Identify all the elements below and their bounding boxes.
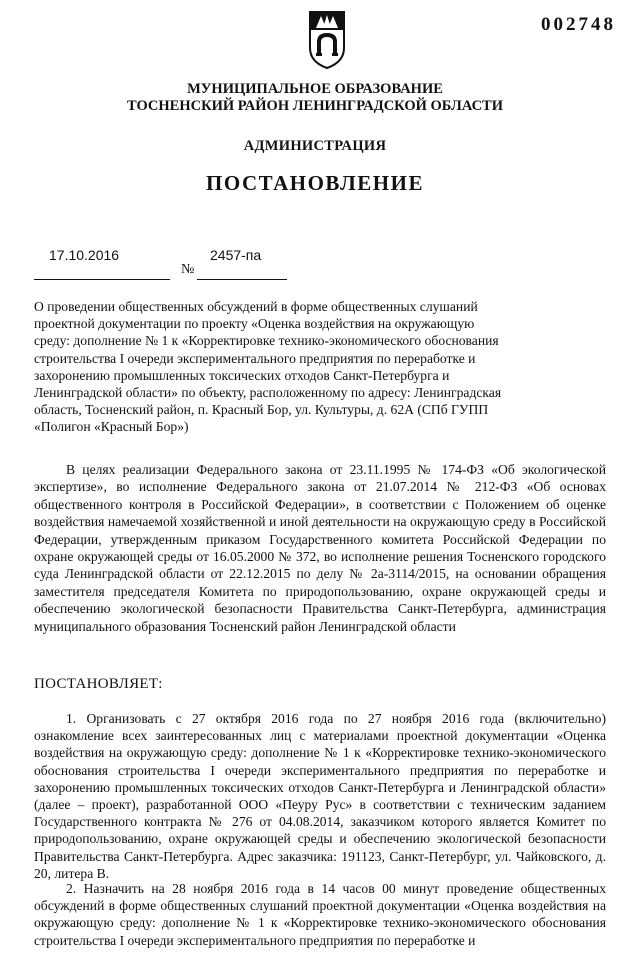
resolution-item-2: 2. Назначить на 28 ноября 2016 года в 14 часов 00 минут проведение общественных обсуждений в форме общественных слушаний проектной документации «Оценка воздействия на окружающую среду: дополнение № 1 к «Корректировке технико-экономического обоснования строительства I очереди экспериментального предприятия по переработке и (34, 881, 606, 948)
date-underline (34, 279, 170, 280)
administration-heading: АДМИНИСТРАЦИЯ (243, 138, 387, 154)
document-type-title: ПОСТАНОВЛЕНИЕ (206, 171, 424, 195)
resolves-heading: ПОСТАНОВЛЯЕТ: (34, 676, 163, 692)
resolution-item-1: 1. Организовать с 27 октября 2016 года по 27 ноября 2016 года (включительно) ознакомление всех заинтересованных лиц с материалами проектной документации «Оценка воздействия на окружающую среду: дополнение № 1 к «Корректировке технико-экономического обоснования строительства I очереди экспериментального предприятия по переработке и захоронению промышленных токсических отходов Санкт-Петербурга и Ленинградской области» (далее – проект), разработанной ООО «Пеуру Рус» в соответствии с техническим заданием Государственного контракта № 276 от 04.08.2014, заказчиком которого является Комитет по природопользованию, охране окружающей среды и обеспечению экологической безопасности Правительства Санкт-Петербурга. Адрес заказчика: 191123, Санкт-Петербург, ул. Чайковского, д. 20, литера В. (34, 711, 606, 881)
organization-name (0, 81, 630, 115)
number-underline (197, 279, 287, 280)
org-line-2: ТОСНЕНСКИЙ РАЙОН ЛЕНИНГРАДСКОЙ ОБЛАСТИ (126, 98, 503, 114)
serial-number: 002748 (541, 14, 616, 35)
number-sign: № (181, 262, 195, 277)
org-line-1: МУНИЦИПАЛЬНОЕ ОБРАЗОВАНИЕ (187, 81, 443, 97)
preamble-paragraph: В целях реализации Федерального закона от 23.11.1995 № 174-ФЗ «Об экологической экспертизе», во исполнение Федерального закона от 21.07.2014 № 212-ФЗ «Об основах общественного контроля в Российской Федерации», в соответствии с Положением об оценке воздействия намечаемой хозяйственной и иной деятельности на окружающую среду в Российской Федерации, утвержденным приказом Государственного комитета Российской Федерации по охране окружающей среды от 16.05.2000 № 372, во исполнение решения Тосненского городского суда Ленинградской области от 22.12.2015 по делу № 2а-3114/2015, на основании обращения заместителя председателя Комитета по природопользованию, охране окружающей среды и обеспечению экологической безопасности Правительства Санкт-Петербурга, администрация муниципального образования Тосненский район Ленинградской области (34, 462, 606, 634)
document-number: 2457-па (210, 247, 262, 263)
document-date: 17.10.2016 (49, 247, 120, 263)
coat-of-arms-icon (307, 10, 347, 70)
document-subject: О проведении общественных обсуждений в форме общественных слушаний проектной документации по проекту «Оценка воздействия на окружающую среду: дополнение № 1 к «Корректировке технико-экономического обоснования строительства I очереди экспериментального предприятия по переработке и захоронению промышленных токсических отходов Санкт-Петербурга и Ленинградской области» по объекту, расположенному по адресу: Ленинградская область, Тосненский район, п. Красный Бор, ул. Культуры, д. 62А (СПб ГУПП «Полигон «Красный Бор») (34, 299, 502, 435)
